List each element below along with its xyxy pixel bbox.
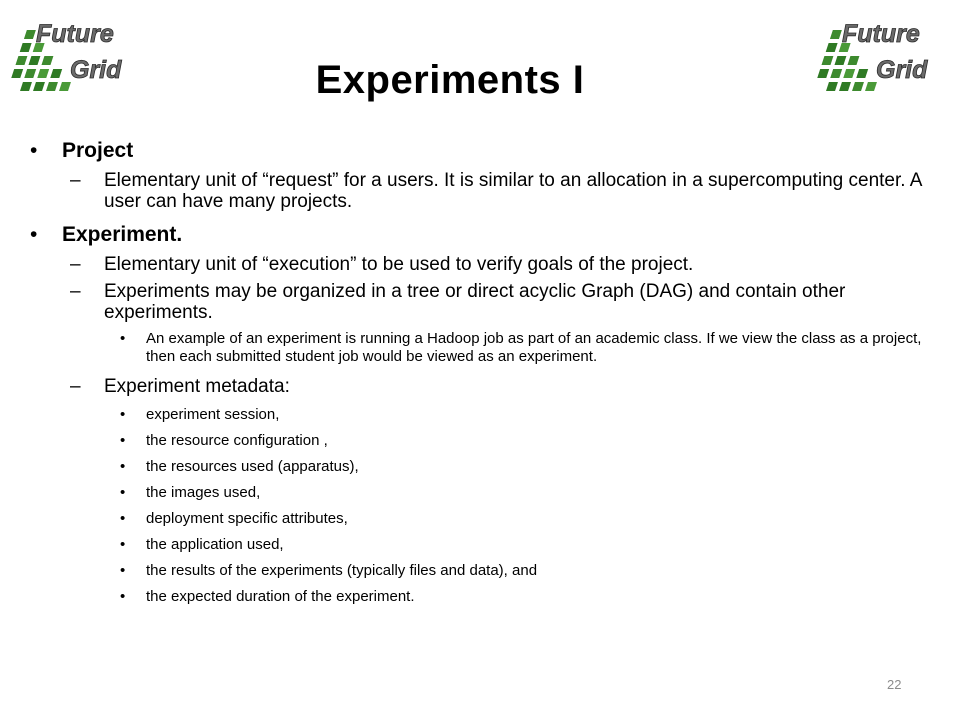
logo-text-grid: Grid [876,56,928,84]
bullet-experiment [30,222,940,248]
sub-bullet-text: Elementary unit of “request” for a users. It is similar to an allocation in a supercomputing center. A user can have many projects. [104,170,922,212]
bullet-dot-icon: • [30,139,38,162]
metadata-text: experiment session, [146,406,280,423]
metadata-item [30,459,940,475]
sub-bullet [30,254,940,275]
bullet-heading: Experiment. [62,223,183,246]
bullet-dot-icon: • [120,458,126,475]
bullet-dot-icon: • [120,484,126,501]
bullet-dot-icon: • [120,406,126,423]
sub-bullet-text: Elementary unit of “execution” to be used to verify goals of the project. [104,254,694,275]
metadata-text: deployment specific attributes, [146,510,348,527]
bullet-dot-icon: • [120,536,126,553]
metadata-text: the images used, [146,484,261,501]
sub-bullet [30,170,940,212]
metadata-item [30,537,940,553]
sub-bullet [30,376,940,397]
sub-bullet [30,281,940,323]
metadata-text: the results of the experiments (typically files and data), and [146,562,538,579]
metadata-text: the application used, [146,536,284,553]
metadata-item [30,407,940,423]
metadata-text: the resources used (apparatus), [146,458,359,475]
bullet-dot-icon: • [120,588,126,605]
sub-bullet-text: Experiment metadata: [104,376,290,397]
bullet-dot-icon: • [120,562,126,579]
bullet-dot-icon: • [120,432,126,449]
dash-icon: – [70,281,81,302]
bullet-dot-icon: • [30,223,38,246]
dash-icon: – [70,170,81,191]
bullet-dot-icon: • [120,330,126,347]
example-bullet [30,330,940,366]
page-number: 22 [887,677,902,692]
metadata-item [30,563,940,579]
sub-bullet-text: Experiments may be organized in a tree or direct acyclic Graph (DAG) and contain other experiments. [104,281,846,323]
dash-icon: – [70,254,81,275]
example-text: An example of an experiment is running a Hadoop job as part of an academic class. If we view the class as a project, then each submitted student job would be viewed as an experiment. [146,330,922,365]
bullet-dot-icon: • [120,510,126,527]
dash-icon: – [70,376,81,397]
slide-content [30,132,940,605]
metadata-text: the resource configuration , [146,432,328,449]
bullet-project [30,138,940,164]
logo-text-grid: Grid [70,56,122,84]
metadata-item [30,485,940,501]
metadata-text: the expected duration of the experiment. [146,588,415,605]
bullet-heading: Project [62,139,134,162]
metadata-item [30,511,940,527]
metadata-item [30,433,940,449]
slide-title: Experiments I [315,58,585,102]
logo-text-future: Future [36,20,114,48]
metadata-item [30,589,940,605]
logo-text-future: Future [842,20,920,48]
